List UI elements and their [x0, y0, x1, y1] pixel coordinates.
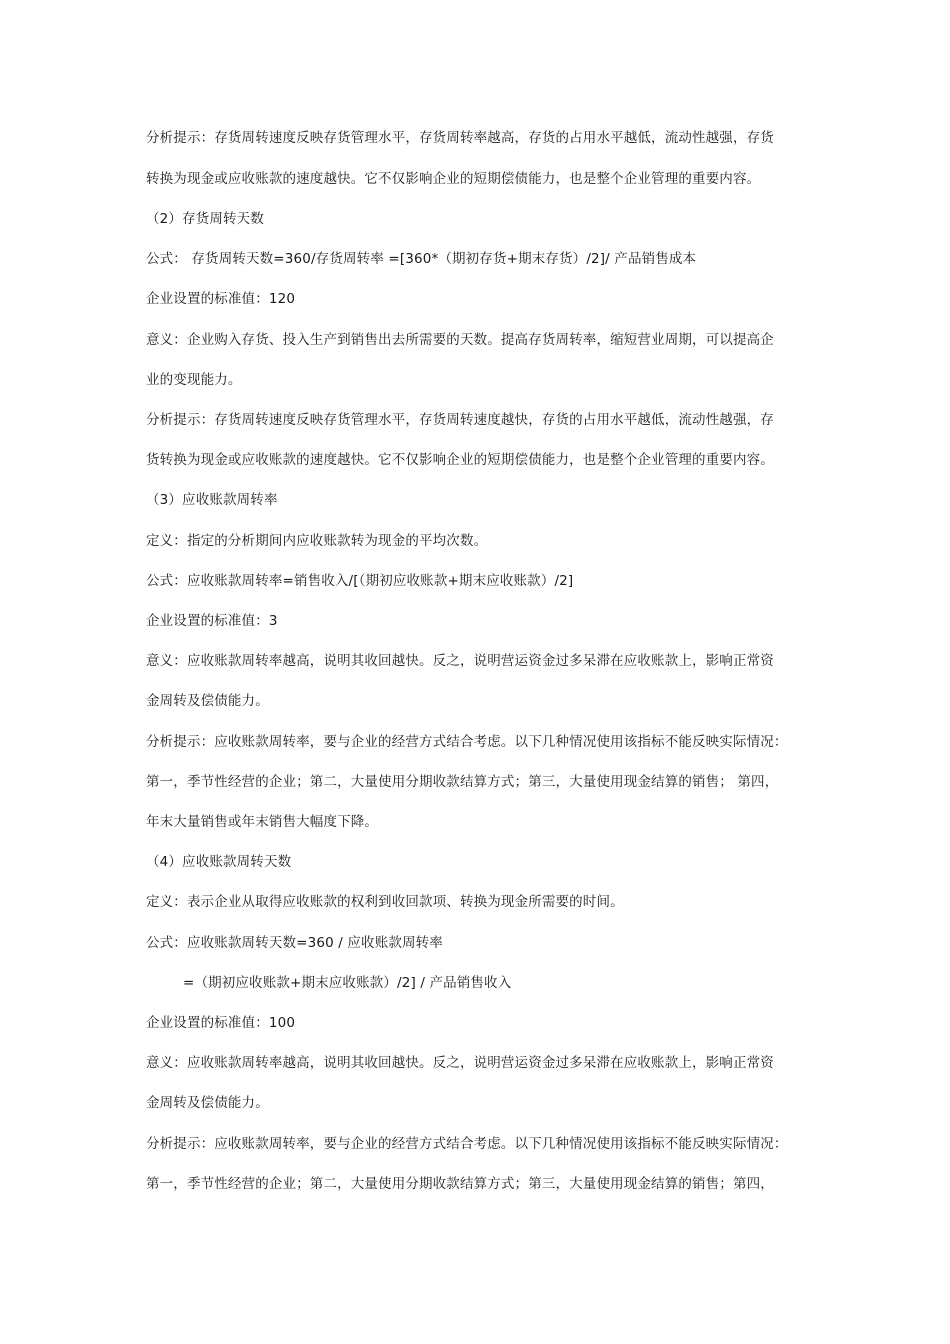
paragraph-line: 分析提示：应收账款周转率，要与企业的经营方式结合考虑。以下几种情况使用该指标不能反映实际情况：	[146, 1136, 788, 1152]
formula-line: 公式：应收账款周转率=销售收入/[（期初应收账款+期末应收账款）/2]	[146, 573, 574, 589]
section-heading: （4）应收账款周转天数	[146, 854, 292, 870]
paragraph-line: 转换为现金或应收账款的速度越快。它不仅影响企业的短期偿债能力，也是整个企业管理的重要内容。	[146, 171, 761, 187]
standard-value-line: 企业设置的标准值：100	[146, 1015, 296, 1031]
formula-line: 公式：应收账款周转天数=360 / 应收账款周转率	[146, 935, 443, 951]
definition-line: 定义：指定的分析期间内应收账款转为现金的平均次数。	[146, 533, 488, 549]
paragraph-line: 意义：应收账款周转率越高，说明其收回越快。反之，说明营运资金过多呆滞在应收账款上，影响正常资	[146, 653, 774, 669]
paragraph-line: 分析提示：存货周转速度反映存货管理水平，存货周转率越高，存货的占用水平越低，流动性越强，存货	[146, 130, 774, 146]
formula-line: 公式： 存货周转天数=360/存货周转率 =[360*（期初存货+期末存货）/2]/ 产品销售成本	[146, 251, 697, 267]
paragraph-line: 货转换为现金或应收账款的速度越快。它不仅影响企业的短期偿债能力，也是整个企业管理的重要内容。	[146, 452, 774, 468]
paragraph-line: 意义：企业购入存货、投入生产到销售出去所需要的天数。提高存货周转率，缩短营业周期，可以提高企	[146, 332, 774, 348]
paragraph-line: 第一，季节性经营的企业；第二，大量使用分期收款结算方式；第三，大量使用现金结算的销售； 第四，	[146, 774, 779, 790]
paragraph-line: 分析提示：应收账款周转率，要与企业的经营方式结合考虑。以下几种情况使用该指标不能反映实际情况：	[146, 734, 788, 750]
standard-value-line: 企业设置的标准值：120	[146, 291, 296, 307]
paragraph-line: 年末大量销售或年末销售大幅度下降。	[146, 814, 379, 830]
paragraph-line: 意义：应收账款周转率越高，说明其收回越快。反之，说明营运资金过多呆滞在应收账款上，影响正常资	[146, 1055, 774, 1071]
paragraph-line: 业的变现能力。	[146, 372, 242, 388]
section-heading: （2）存货周转天数	[146, 211, 264, 227]
paragraph-line: 第一，季节性经营的企业；第二，大量使用分期收款结算方式；第三，大量使用现金结算的销售；第四，	[146, 1176, 774, 1192]
definition-line: 定义：表示企业从取得应收账款的权利到收回款项、转换为现金所需要的时间。	[146, 894, 624, 910]
paragraph-line: 分析提示：存货周转速度反映存货管理水平，存货周转速度越快，存货的占用水平越低，流动性越强，存	[146, 412, 774, 428]
paragraph-line: 金周转及偿债能力。	[146, 693, 269, 709]
section-heading: （3）应收账款周转率	[146, 492, 278, 508]
standard-value-line: 企业设置的标准值：3	[146, 613, 278, 629]
paragraph-line: 金周转及偿债能力。	[146, 1095, 269, 1111]
formula-continuation-line: =（期初应收账款+期末应收账款）/2] / 产品销售收入	[183, 975, 512, 991]
